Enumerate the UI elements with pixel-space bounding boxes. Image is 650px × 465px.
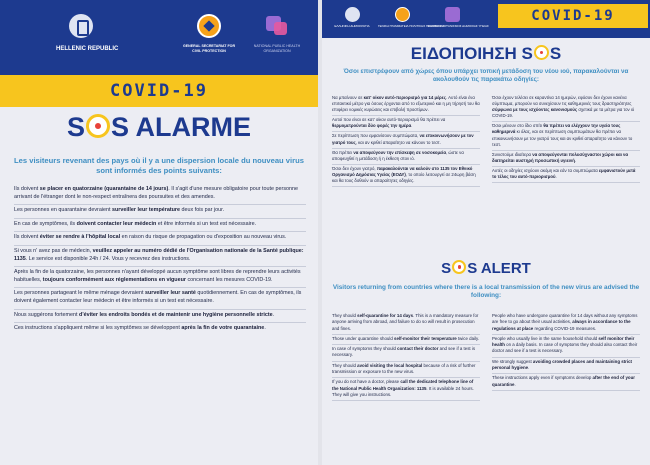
instruction-paragraph: People who usually live in the same household should self monitor their health on a daily basis. In case of symptoms they should also contact their doctor and see if a test is necessary. (492, 335, 640, 358)
sos-alarme-title: S S ALARME (66, 112, 252, 142)
logo-civil-protection-gr: ΓΕΝΙΚΗ ΓΡΑΜΜΑΤΕΙΑ ΠΟΛΙΤΙΚΗΣ ΠΡΟΣΤΑΣΙΑΣ (378, 7, 426, 29)
instruction-paragraph: Si vous n' avez pas de médecin, veuillez appeler au numéro dédié de l'Organisation nationale de la Santé publique: 1135. Le service est disponible 24h / 24. Vous y recevrez des instructions. (14, 246, 306, 267)
instruction-paragraph: Les personnes en quarantaine devraient surveiller leur température deux fois par jour. (14, 205, 306, 219)
instruction-paragraph: Συνιστούμε ιδιαίτερα να αποφεύγονται πολυσύχναστοι χώροι και να διατηρείται αυστηρή προσωπική υγιεινή. (492, 151, 640, 167)
logo-hellenic-republic-gr: ΕΛΛΗΝΙΚΗ ΔΗΜΟΚΡΑΤΙΑ (328, 7, 376, 29)
civil-protection-icon (395, 7, 410, 22)
logo-civil-protection (182, 14, 236, 53)
greek-emblem-icon (345, 7, 360, 22)
instruction-paragraph: If you do not have a doctor, please call the dedicated telephone line of the National Public Health Organization: 1135. It is available 24 hours. They will give you instructions. (332, 378, 480, 401)
instruction-paragraph: Θα πρέπει να αποφεύγουν την επίσκεψη σε νοσοκομεία, ώστε να αποφευχθεί η μετάδοση ή η έκθεση στον ιό. (332, 149, 480, 165)
page-greek-english-notice (322, 0, 650, 465)
instruction-paragraph: People who have undergone quarantine for 14 days without any symptoms are free to go about their usual activities, always in accordance to the regulations at place regarding COVID-19 measures. (492, 312, 640, 335)
covid-label: COVID-19 (531, 8, 615, 24)
sos-alert-title: S S ALERT (441, 260, 531, 277)
logo-public-health-gr: ΕΘΝΙΚΟΣ ΟΡΓΑΝΙΣΜΟΣ ΔΗΜΟΣΙΑΣ ΥΓΕΙΑΣ (428, 7, 476, 29)
logo-public-health (252, 14, 302, 53)
instruction-paragraph: Όσοι μένουν στο ίδιο σπίτι θα πρέπει να ελέγχουν την υγεία τους καθημερινά κι όλας, και σε περίπτωση συμπτωμάτων θα πρέπει να επικοινωνήσουν με τον γιατρό τους και αν κριθεί απαραίτητο να κάνουν το τεστ. (492, 122, 640, 150)
org-name-civil-protection: GENERAL SECRETARIAT FOR CIVIL PROTECTION (182, 44, 236, 53)
instruction-paragraph: They should avoid visiting the local hospital because of a risk of further transmission or exposure to the new virus. (332, 362, 480, 379)
greek-emblem-icon (69, 14, 93, 38)
sos-greek-title: ΕΙΔΟΠΟΙΗΣΗ S S (410, 44, 562, 63)
instruction-paragraph: Να μπαίνουν σε κατ' οίκον αυτό-περιορισμό για 14 μέρες. Αυτό είναι ένα επιτακτικό μέτρο για όσους έρχονται από το εξωτερικό και η μη τήρησή του θα επιφέρει νομικές κυρώσεις και επιβολή προστίμων. (332, 94, 480, 116)
covid-label: COVID-19 (110, 81, 208, 101)
lifebuoy-icon (86, 114, 110, 138)
instruction-paragraph: Όσοι έχουν τελέσει σε καραντίνα 14 ημερών, εφόσον δεν έχουν κανένα σύμπτωμα, μπορούν να συνεχίσουν τις καθημερινές τους δραστηριότητες σύμφωνα με τους ισχύοντες κανονισμούς σχετικά με τα μέτρα για τον ιό COVID-19. (492, 94, 640, 122)
instruction-paragraph: Αυτοί που είναι σε κατ' οίκον αυτό-περιορισμό θα πρέπει να θερμομετρούνται δύο φορές την ημέρα. (332, 116, 480, 132)
instruction-paragraph: Ils doivent éviter se rendre à l'hôpital local en raison du risque de propagation ou d'exposition au nouveau virus. (14, 232, 306, 246)
lifebuoy-icon (534, 45, 549, 60)
public-health-icon (265, 14, 289, 38)
instructions-greek (332, 94, 640, 246)
public-health-icon (445, 7, 460, 22)
instruction-paragraph: Αυτές οι οδηγίες ισχύουν ακόμη και εάν τα συμπτώματα εμφανιστούν μετά το τέλος του αυτό-περιορισμού. (492, 167, 640, 183)
lead-text-french: Les visiteurs revenant des pays où il y a une dispersion locale du nouveau virus sont informés des points suivants: (14, 156, 304, 175)
instruction-paragraph: Après la fin de la quatorzaine, les personnes n'ayant développé aucun symptôme sont libres de reprendre leurs activités habituelles, toujours conformément aux réglementations en vigueur concernant les mesures COVID-19. (14, 267, 306, 288)
instruction-paragraph: They should self-quarantine for 14 days. This is a mandatory measure for anyone arriving from abroad, and failure to do so will result in prosecution and fines. (332, 312, 480, 335)
covid-banner (0, 75, 318, 107)
instruction-paragraph: Those under quarantine should self-monitor their temperature twice daily. (332, 335, 480, 345)
instruction-paragraph: Ils doivent se placer en quatorzaine (quarantaine de 14 jours). Il s'agit d'une mesure obligatoire pour toute personne arrivant de l'étranger dont le non-respect entraînera des poursuites et des amendes. (14, 184, 306, 205)
logo-hellenic-republic (56, 14, 119, 52)
lead-text-greek: Όσοι επιστρέφουν από χώρες όπου υπάρχει τοπική μετάδοση του νέου ιού, παρακαλούνται να ακολουθούν τις παρακάτω οδηγίες: (343, 68, 629, 83)
instruction-paragraph: In case of symptoms they should contact their doctor and see if a test is necessary. (332, 345, 480, 362)
instruction-paragraph: Όσοι δεν έχουν γιατρό, παρακαλούνται να καλούν στο 1135 τον Εθνικό Οργανισμό Δημόσιας Υγείας (ΕΟΔΥ), το οποίο λειτουργεί σε 24ωρη βάση και θα τους δοθούν οι απαραίτητες οδηγίες. (332, 165, 480, 187)
lead-text-english: Visitors returning from countries where there is a local transmission of the new virus are advised the following: (332, 284, 640, 300)
instruction-paragraph: Σε περίπτωση που εμφανίσουν συμπτώματα, να επικοινωνήσουν με τον γιατρό τους, και αν κριθεί απαραίτητο να κάνουν το τεστ. (332, 132, 480, 148)
page-french-notice (0, 0, 318, 465)
civil-protection-icon (197, 14, 221, 38)
lifebuoy-icon (452, 260, 466, 274)
instruction-paragraph: Les personnes partageant le même ménage devraient surveiller leur santé quotidiennement. En cas de symptômes, ils doivent également contacter leur médecin et être informés si un test est nécessaire. (14, 288, 306, 309)
instruction-paragraph: These instructions apply even if symptoms develop after the end of your quarantine. (492, 374, 640, 391)
covid-banner-right (498, 4, 648, 28)
instruction-paragraph: Ces instructions s'appliquent même si les symptômes se développent après la fin de votre quarantaine. (14, 325, 266, 332)
header-logos-right (322, 0, 650, 38)
instruction-paragraph: We strongly suggest avoiding crowded places and maintaining strict personal hygiene. (492, 358, 640, 375)
instruction-paragraph: Nous suggérons fortement d'éviter les endroits bondés et de maintenir une hygiène personnelle stricte. (14, 310, 306, 324)
instructions-french (14, 184, 306, 336)
instruction-paragraph: En cas de symptômes, ils doivent contacter leur médecin et être informés si un test est nécessaire. (14, 219, 306, 233)
org-name-greece: HELLENIC REPUBLIC (56, 46, 119, 52)
org-name-public-health: NATIONAL PUBLIC HEALTH ORGANIZATION (253, 44, 301, 53)
